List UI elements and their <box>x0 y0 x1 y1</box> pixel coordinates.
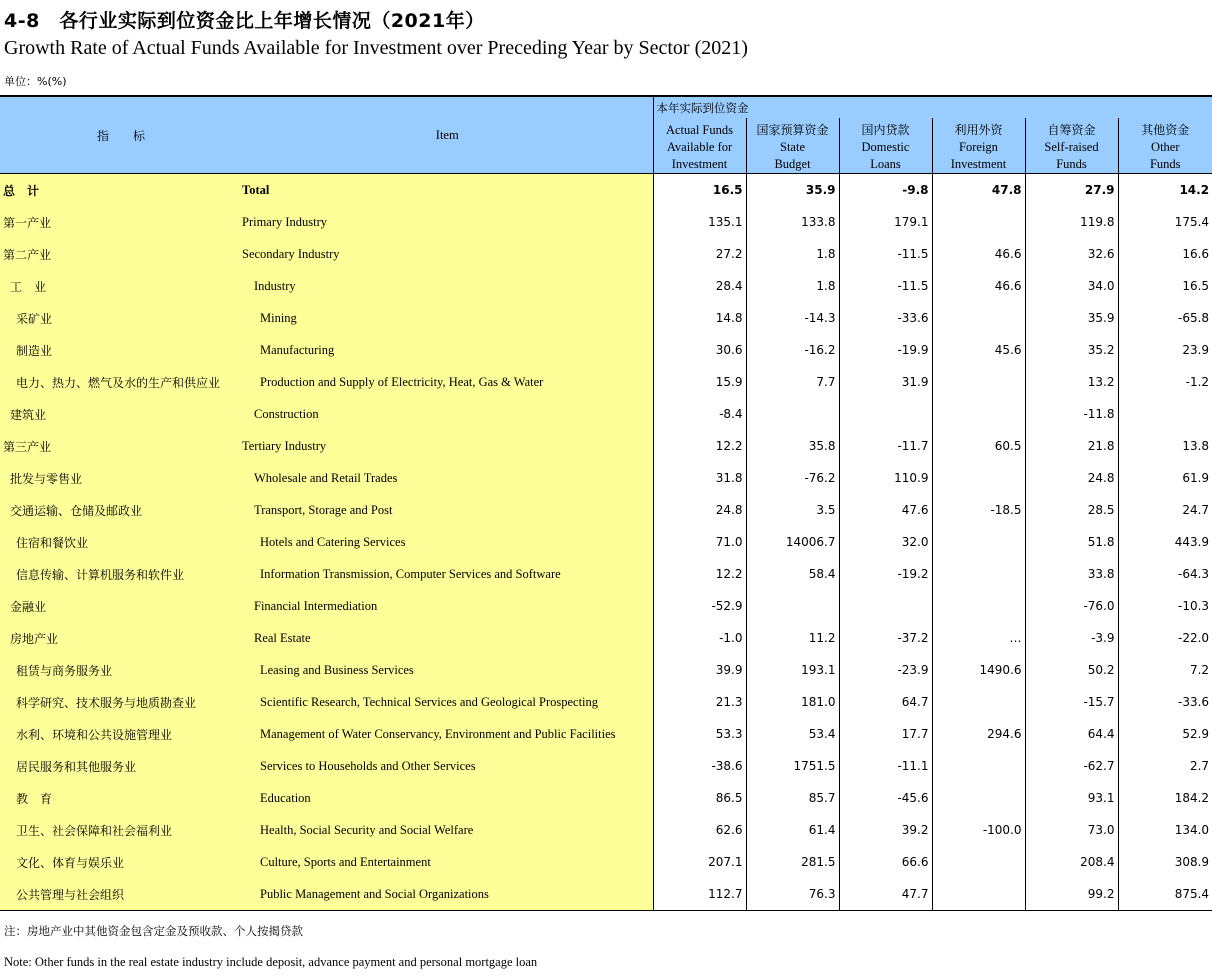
header-col-state-budget-en2: Budget <box>774 157 811 171</box>
cell-foreign-investment <box>932 302 1025 334</box>
table-row <box>0 878 1212 911</box>
cell-state-budget: 1751.5 <box>746 750 839 782</box>
cell-actual-funds: 21.3 <box>653 686 746 718</box>
table-row <box>0 238 1212 270</box>
cell-self-raised-funds: -62.7 <box>1025 750 1118 782</box>
table-row <box>0 398 1212 430</box>
cell-foreign-investment <box>932 526 1025 558</box>
row-item-en: Real Estate <box>242 622 653 654</box>
cell-other-funds <box>1118 398 1212 430</box>
row-item-en: Education <box>242 782 653 814</box>
row-item-en: Total <box>242 174 653 207</box>
cell-other-funds: 14.2 <box>1179 183 1210 197</box>
page-title-cn: 4-8 各行业实际到位资金比上年增长情况（2021年） <box>4 10 485 32</box>
cell-actual-funds: 31.8 <box>653 462 746 494</box>
cell-domestic-loans: 17.7 <box>839 718 932 750</box>
header-col-state-budget-en1: State <box>780 140 805 154</box>
cell-state-budget: 133.8 <box>746 206 839 238</box>
row-item-en: Industry <box>242 270 653 302</box>
cell-actual-funds: 112.7 <box>653 878 746 911</box>
cell-state-budget: 14006.7 <box>746 526 839 558</box>
cell-self-raised-funds: 24.8 <box>1025 462 1118 494</box>
row-item-en: Manufacturing <box>242 334 653 366</box>
row-indicator-cn: 卫生、社会保障和社会福利业 <box>0 814 242 846</box>
cell-state-budget: 35.8 <box>746 430 839 462</box>
cell-self-raised-funds: 32.6 <box>1025 238 1118 270</box>
cell-self-raised-funds: 27.9 <box>1025 174 1118 207</box>
header-col-self-raised-funds <box>1025 118 1118 174</box>
cell-state-budget: -16.2 <box>746 334 839 366</box>
header-col-actual-funds-en1: Actual Funds <box>665 123 733 137</box>
table-row <box>0 526 1212 558</box>
page-title-en: Growth Rate of Actual Funds Available for Investment over Preceding Year by Sector (2021) <box>4 37 748 59</box>
table-row <box>0 814 1212 846</box>
cell-other-funds: -64.3 <box>1178 567 1210 581</box>
row-indicator-cn: 建筑业 <box>0 398 242 430</box>
table-row <box>0 462 1212 494</box>
cell-other-funds: 16.5 <box>1182 279 1210 293</box>
cell-actual-funds: -38.6 <box>653 750 746 782</box>
cell-state-budget: 281.5 <box>746 846 839 878</box>
data-table <box>0 95 1212 911</box>
cell-other-funds: 13.8 <box>1182 439 1210 453</box>
cell-actual-funds: 27.2 <box>653 238 746 270</box>
cell-state-budget: -14.3 <box>746 302 839 334</box>
cell-other-funds: 443.9 <box>1174 535 1210 549</box>
row-item-en: Primary Industry <box>242 206 653 238</box>
cell-foreign-investment: 294.6 <box>932 718 1025 750</box>
row-indicator-cn: 第三产业 <box>0 430 242 462</box>
row-item-en: Tertiary Industry <box>242 430 653 462</box>
cell-self-raised-funds: 28.5 <box>1025 494 1118 526</box>
cell-self-raised-funds: 35.9 <box>1025 302 1118 334</box>
cell-other-funds: 184.2 <box>1174 791 1210 805</box>
cell-state-budget: 1.8 <box>746 270 839 302</box>
cell-domestic-loans: -33.6 <box>839 302 932 334</box>
cell-state-budget <box>746 398 839 430</box>
table-row <box>0 558 1212 590</box>
header-col-state-budget-cn: 国家预算资金 <box>756 123 829 137</box>
row-indicator-cn: 租赁与商务服务业 <box>0 654 242 686</box>
header-col-domestic-loans <box>839 118 932 174</box>
cell-self-raised-funds: -11.8 <box>1025 398 1118 430</box>
header-col-foreign-investment-en1: Foreign <box>959 140 998 154</box>
table-header <box>0 96 1212 174</box>
row-item-en: Secondary Industry <box>242 238 653 270</box>
cell-state-budget <box>746 590 839 622</box>
cell-other-funds: -1.2 <box>1185 375 1210 389</box>
header-col-other-funds <box>1118 118 1212 174</box>
cell-state-budget: -76.2 <box>746 462 839 494</box>
cell-domestic-loans: 66.6 <box>839 846 932 878</box>
footnote-cn: 注：房地产业中其他资金包含定金及预收款、个人按揭贷款 <box>4 924 303 938</box>
header-col-self-raised-funds-en1: Self-raised <box>1044 140 1099 154</box>
cell-domestic-loans: 32.0 <box>839 526 932 558</box>
row-item-en: Wholesale and Retail Trades <box>242 462 653 494</box>
header-indicator: 指 标 <box>0 96 242 174</box>
cell-state-budget: 53.4 <box>746 718 839 750</box>
cell-state-budget: 1.8 <box>746 238 839 270</box>
cell-domestic-loans: -23.9 <box>839 654 932 686</box>
cell-domestic-loans: -37.2 <box>839 622 932 654</box>
row-indicator-cn: 交通运输、仓储及邮政业 <box>0 494 242 526</box>
table-row <box>0 590 1212 622</box>
header-group-funds: 本年实际到位资金 <box>653 96 1212 118</box>
table-row <box>0 686 1212 718</box>
row-indicator-cn: 批发与零售业 <box>0 462 242 494</box>
row-indicator-cn: 第一产业 <box>0 206 242 238</box>
table-body <box>0 174 1212 911</box>
cell-foreign-investment <box>932 558 1025 590</box>
cell-actual-funds: 30.6 <box>653 334 746 366</box>
cell-actual-funds: 71.0 <box>653 526 746 558</box>
row-item-en: Transport, Storage and Post <box>242 494 653 526</box>
cell-foreign-investment <box>932 206 1025 238</box>
header-col-actual-funds-en3: Investment <box>671 157 728 171</box>
cell-foreign-investment: 46.6 <box>932 238 1025 270</box>
cell-actual-funds: -1.0 <box>653 622 746 654</box>
row-indicator-cn: 居民服务和其他服务业 <box>0 750 242 782</box>
table-row <box>0 654 1212 686</box>
cell-other-funds: -10.3 <box>1178 599 1210 613</box>
header-col-actual-funds-en2: Available for <box>666 140 733 154</box>
cell-other-funds: 7.2 <box>1189 663 1210 677</box>
header-col-actual-funds <box>653 118 746 174</box>
cell-actual-funds: 14.8 <box>653 302 746 334</box>
cell-domestic-loans: 47.7 <box>839 878 932 911</box>
cell-foreign-investment: 60.5 <box>932 430 1025 462</box>
header-col-foreign-investment <box>932 118 1025 174</box>
cell-self-raised-funds: 35.2 <box>1025 334 1118 366</box>
cell-foreign-investment: 46.6 <box>932 270 1025 302</box>
cell-other-funds: 61.9 <box>1182 471 1210 485</box>
cell-actual-funds: 39.9 <box>653 654 746 686</box>
cell-self-raised-funds: 93.1 <box>1025 782 1118 814</box>
row-item-en: Services to Households and Other Services <box>242 750 653 782</box>
row-item-en: Health, Social Security and Social Welfare <box>242 814 653 846</box>
table-row <box>0 270 1212 302</box>
cell-other-funds: 875.4 <box>1174 887 1210 901</box>
table-row <box>0 750 1212 782</box>
row-item-en: Mining <box>242 302 653 334</box>
cell-state-budget: 35.9 <box>746 174 839 207</box>
cell-self-raised-funds: 13.2 <box>1025 366 1118 398</box>
cell-other-funds: 308.9 <box>1174 855 1210 869</box>
cell-domestic-loans: -19.2 <box>839 558 932 590</box>
cell-self-raised-funds: 21.8 <box>1025 430 1118 462</box>
unit-label: 单位：%(%) <box>4 75 67 88</box>
cell-state-budget: 85.7 <box>746 782 839 814</box>
row-indicator-cn: 信息传输、计算机服务和软件业 <box>0 558 242 590</box>
cell-other-funds: 2.7 <box>1189 759 1210 773</box>
row-indicator-cn: 房地产业 <box>0 622 242 654</box>
cell-other-funds: -22.0 <box>1178 631 1210 645</box>
cell-foreign-investment: 1490.6 <box>932 654 1025 686</box>
row-indicator-cn: 文化、体育与娱乐业 <box>0 846 242 878</box>
cell-self-raised-funds: 119.8 <box>1025 206 1118 238</box>
cell-foreign-investment <box>932 846 1025 878</box>
cell-domestic-loans: 64.7 <box>839 686 932 718</box>
table-row <box>0 718 1212 750</box>
cell-self-raised-funds: -3.9 <box>1025 622 1118 654</box>
table-row <box>0 494 1212 526</box>
cell-actual-funds: 12.2 <box>653 558 746 590</box>
row-item-en: Scientific Research, Technical Services and Geological Prospecting <box>242 686 653 718</box>
cell-other-funds: -65.8 <box>1178 311 1210 325</box>
row-indicator-cn: 采矿业 <box>0 302 242 334</box>
header-col-domestic-loans-cn: 国内贷款 <box>861 123 910 137</box>
cell-actual-funds: 53.3 <box>653 718 746 750</box>
cell-actual-funds: 86.5 <box>653 782 746 814</box>
row-indicator-cn: 金融业 <box>0 590 242 622</box>
cell-state-budget: 3.5 <box>746 494 839 526</box>
header-col-self-raised-funds-cn: 自筹资金 <box>1047 123 1096 137</box>
cell-domestic-loans: -9.8 <box>839 174 932 207</box>
cell-foreign-investment: -18.5 <box>932 494 1025 526</box>
cell-actual-funds: -52.9 <box>653 590 746 622</box>
cell-self-raised-funds: -76.0 <box>1025 590 1118 622</box>
cell-actual-funds: 24.8 <box>653 494 746 526</box>
row-item-en: Financial Intermediation <box>242 590 653 622</box>
cell-foreign-investment <box>932 398 1025 430</box>
cell-foreign-investment: … <box>932 622 1025 654</box>
cell-state-budget: 7.7 <box>746 366 839 398</box>
cell-domestic-loans: -11.5 <box>839 270 932 302</box>
cell-other-funds: 52.9 <box>1182 727 1210 741</box>
footnote-en: Note: Other funds in the real estate industry include deposit, advance payment and personal mortgage loan <box>4 955 538 969</box>
table-row <box>0 846 1212 878</box>
row-item-en: Hotels and Catering Services <box>242 526 653 558</box>
cell-self-raised-funds: 50.2 <box>1025 654 1118 686</box>
cell-foreign-investment: 45.6 <box>932 334 1025 366</box>
cell-state-budget: 58.4 <box>746 558 839 590</box>
cell-actual-funds: 12.2 <box>653 430 746 462</box>
cell-foreign-investment <box>932 878 1025 911</box>
cell-actual-funds: -8.4 <box>653 398 746 430</box>
table-row <box>0 430 1212 462</box>
cell-domestic-loans: -45.6 <box>839 782 932 814</box>
cell-state-budget: 11.2 <box>746 622 839 654</box>
cell-state-budget: 181.0 <box>746 686 839 718</box>
row-item-en: Management of Water Conservancy, Environment and Public Facilities <box>242 718 653 750</box>
cell-state-budget: 76.3 <box>746 878 839 911</box>
row-indicator-cn: 总 计 <box>0 174 242 207</box>
header-col-foreign-investment-cn: 利用外资 <box>954 123 1003 137</box>
row-indicator-cn: 工 业 <box>0 270 242 302</box>
cell-foreign-investment: 47.8 <box>932 174 1025 207</box>
cell-self-raised-funds: 64.4 <box>1025 718 1118 750</box>
cell-domestic-loans: 179.1 <box>839 206 932 238</box>
header-col-state-budget <box>746 118 839 174</box>
row-indicator-cn: 科学研究、技术服务与地质勘查业 <box>0 686 242 718</box>
row-indicator-cn: 住宿和餐饮业 <box>0 526 242 558</box>
cell-domestic-loans: 39.2 <box>839 814 932 846</box>
cell-foreign-investment <box>932 686 1025 718</box>
header-col-foreign-investment-en2: Investment <box>950 157 1007 171</box>
cell-actual-funds: 62.6 <box>653 814 746 846</box>
row-item-en: Leasing and Business Services <box>242 654 653 686</box>
cell-domestic-loans: 47.6 <box>839 494 932 526</box>
cell-self-raised-funds: 51.8 <box>1025 526 1118 558</box>
cell-domestic-loans <box>839 398 932 430</box>
cell-other-funds: 23.9 <box>1182 343 1210 357</box>
cell-actual-funds: 16.5 <box>653 174 746 207</box>
cell-domestic-loans <box>839 590 932 622</box>
table-row <box>0 302 1212 334</box>
table-row <box>0 622 1212 654</box>
row-item-en: Culture, Sports and Entertainment <box>242 846 653 878</box>
table-row <box>0 206 1212 238</box>
header-col-other-funds-en1: Other <box>1151 140 1180 154</box>
cell-other-funds: 134.0 <box>1174 823 1210 837</box>
table-row <box>0 174 1212 207</box>
header-col-other-funds-cn: 其他资金 <box>1141 123 1190 137</box>
cell-other-funds: 16.6 <box>1182 247 1210 261</box>
cell-actual-funds: 135.1 <box>653 206 746 238</box>
cell-other-funds: 24.7 <box>1182 503 1210 517</box>
row-indicator-cn: 水利、环境和公共设施管理业 <box>0 718 242 750</box>
cell-actual-funds: 207.1 <box>653 846 746 878</box>
header-col-domestic-loans-en1: Domestic <box>861 140 910 154</box>
cell-self-raised-funds: 34.0 <box>1025 270 1118 302</box>
cell-foreign-investment <box>932 750 1025 782</box>
cell-self-raised-funds: -15.7 <box>1025 686 1118 718</box>
cell-self-raised-funds: 73.0 <box>1025 814 1118 846</box>
cell-domestic-loans: -11.1 <box>839 750 932 782</box>
header-col-self-raised-funds-en2: Funds <box>1056 157 1087 171</box>
cell-self-raised-funds: 33.8 <box>1025 558 1118 590</box>
header-col-other-funds-en2: Funds <box>1149 157 1181 171</box>
table-row <box>0 334 1212 366</box>
row-item-en: Information Transmission, Computer Services and Software <box>242 558 653 590</box>
cell-other-funds: 175.4 <box>1174 215 1210 229</box>
cell-foreign-investment <box>932 366 1025 398</box>
cell-foreign-investment <box>932 782 1025 814</box>
row-item-en: Construction <box>242 398 653 430</box>
cell-actual-funds: 15.9 <box>653 366 746 398</box>
cell-foreign-investment: -100.0 <box>932 814 1025 846</box>
cell-domestic-loans: -19.9 <box>839 334 932 366</box>
cell-domestic-loans: 31.9 <box>839 366 932 398</box>
table-row <box>0 366 1212 398</box>
cell-domestic-loans: 110.9 <box>839 462 932 494</box>
table-row <box>0 782 1212 814</box>
header-col-domestic-loans-en2: Loans <box>870 157 901 171</box>
cell-self-raised-funds: 208.4 <box>1025 846 1118 878</box>
cell-domestic-loans: -11.5 <box>839 238 932 270</box>
row-indicator-cn: 第二产业 <box>0 238 242 270</box>
cell-actual-funds: 28.4 <box>653 270 746 302</box>
cell-foreign-investment <box>932 590 1025 622</box>
cell-domestic-loans: -11.7 <box>839 430 932 462</box>
cell-state-budget: 61.4 <box>746 814 839 846</box>
row-indicator-cn: 制造业 <box>0 334 242 366</box>
row-indicator-cn: 教 育 <box>0 782 242 814</box>
cell-foreign-investment <box>932 462 1025 494</box>
row-item-en: Public Management and Social Organizations <box>242 878 653 911</box>
row-indicator-cn: 电力、热力、燃气及水的生产和供应业 <box>0 366 242 398</box>
row-item-en: Production and Supply of Electricity, Heat, Gas & Water <box>242 366 653 398</box>
row-indicator-cn: 公共管理与社会组织 <box>0 878 242 911</box>
cell-other-funds: -33.6 <box>1178 695 1210 709</box>
cell-state-budget: 193.1 <box>746 654 839 686</box>
header-item: Item <box>242 96 653 174</box>
cell-self-raised-funds: 99.2 <box>1025 878 1118 911</box>
